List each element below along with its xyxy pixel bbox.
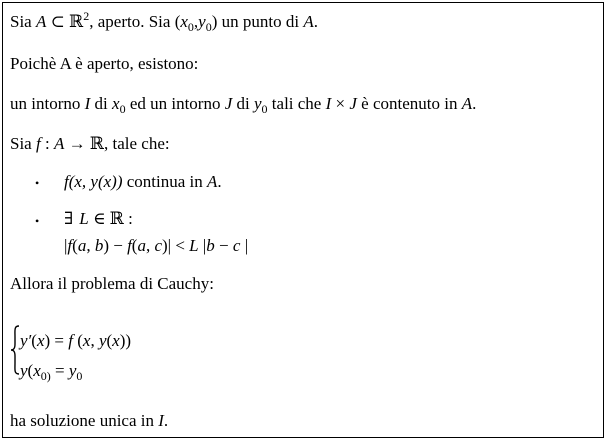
colon: :	[40, 134, 54, 153]
bullet: •	[35, 214, 40, 228]
lipschitz-exists	[64, 209, 133, 229]
subscript: 0	[76, 369, 83, 383]
paren: (	[106, 331, 113, 350]
var-l: L	[79, 209, 89, 228]
subscript: 0)	[40, 369, 51, 383]
period: .	[472, 94, 477, 113]
text: un intorno	[10, 94, 85, 113]
var-x: x	[33, 361, 41, 380]
paren: (	[31, 331, 37, 350]
var-c: c	[154, 236, 163, 255]
text: di	[232, 94, 254, 113]
set-i: I	[84, 94, 91, 113]
var-f: f	[127, 236, 132, 255]
paren: ))	[119, 331, 132, 350]
in-r: ∈ ℝ :	[88, 209, 133, 228]
var-c: c	[232, 236, 241, 255]
bar: |	[64, 236, 68, 255]
var-b: b	[94, 236, 104, 255]
text: , tale che:	[103, 134, 170, 153]
bar: |	[240, 236, 249, 255]
period: .	[163, 411, 169, 430]
text: di	[90, 94, 113, 113]
var-f: f	[67, 236, 73, 255]
var-x: x	[82, 331, 91, 350]
comma: ,	[86, 236, 95, 255]
set-a: A	[461, 94, 473, 113]
text: ed un intorno	[125, 94, 225, 113]
equals: ) =	[44, 331, 69, 350]
var-x: x	[112, 331, 120, 350]
period: .	[217, 172, 222, 191]
var-a: a	[137, 236, 146, 255]
bullet: •	[35, 176, 40, 190]
lipschitz-inequality	[64, 236, 248, 256]
conclusion-line	[10, 411, 168, 431]
paren: (	[27, 361, 34, 380]
var-y: y	[254, 94, 262, 113]
text: è contenuto in	[356, 94, 462, 113]
comma: ,	[193, 12, 199, 31]
document-frame	[2, 2, 604, 438]
set-a: A	[35, 12, 47, 31]
text: tali che	[267, 94, 326, 113]
set-i: I	[158, 411, 164, 430]
text: Sia	[10, 134, 36, 153]
set-i: I	[325, 94, 332, 113]
text: ) un punto di	[211, 12, 304, 31]
subscript: 0	[119, 102, 126, 116]
text: , aperto. Sia (	[89, 12, 181, 31]
set-j: J	[349, 94, 357, 113]
text: continua in	[122, 172, 208, 191]
var-y: y	[98, 331, 107, 350]
system-brace	[10, 325, 20, 375]
minus: ) −	[103, 236, 128, 255]
subset-r: ⊂ ℝ	[46, 12, 84, 31]
minus: −	[214, 236, 233, 255]
cauchy-intro	[10, 274, 214, 294]
text: Poichè A è aperto, esistono:	[10, 54, 199, 73]
cauchy-equation	[20, 331, 131, 351]
var-x: x	[112, 94, 120, 113]
text: ha soluzione unica in	[10, 411, 159, 430]
subscript: 0	[261, 102, 268, 116]
var-f: f	[68, 331, 73, 350]
exists-symbol: ∃	[64, 209, 74, 228]
arrow-r: → ℝ	[64, 134, 104, 153]
var-y: y	[20, 361, 28, 380]
expression: f(x, y(x))	[64, 172, 123, 191]
cauchy-initial-condition	[20, 361, 82, 381]
equals: =	[50, 361, 69, 380]
set-a: A	[53, 134, 65, 153]
set-j: J	[224, 94, 233, 113]
var-l: L	[189, 236, 199, 255]
period: .	[313, 12, 318, 31]
comma: ,	[145, 236, 155, 255]
text: Allora il problema di Cauchy:	[10, 274, 214, 293]
paren: (	[72, 236, 78, 255]
var-y: y	[68, 361, 77, 380]
paren: (	[72, 331, 83, 350]
set-a: A	[303, 12, 314, 31]
subscript: 0	[187, 20, 194, 34]
comma: ,	[90, 331, 99, 350]
var-f: f	[35, 134, 41, 153]
hypothesis-line	[10, 9, 318, 34]
continuity-condition	[64, 172, 222, 192]
var-a: a	[77, 236, 87, 255]
less-than: )| <	[162, 236, 190, 255]
y-prime: y′	[20, 331, 32, 350]
function-line	[10, 134, 170, 154]
bar: |	[198, 236, 207, 255]
var-y: y	[198, 12, 206, 31]
existence-line	[10, 54, 198, 74]
var-b: b	[206, 236, 215, 255]
neighbourhood-line	[10, 94, 476, 114]
exponent: 2	[83, 9, 90, 23]
text: Sia	[10, 12, 36, 31]
var-x: x	[180, 12, 188, 31]
times: ×	[331, 94, 350, 113]
paren: (	[131, 236, 138, 255]
subscript: 0	[205, 20, 212, 34]
set-a: A	[207, 172, 218, 191]
var-x: x	[36, 331, 45, 350]
